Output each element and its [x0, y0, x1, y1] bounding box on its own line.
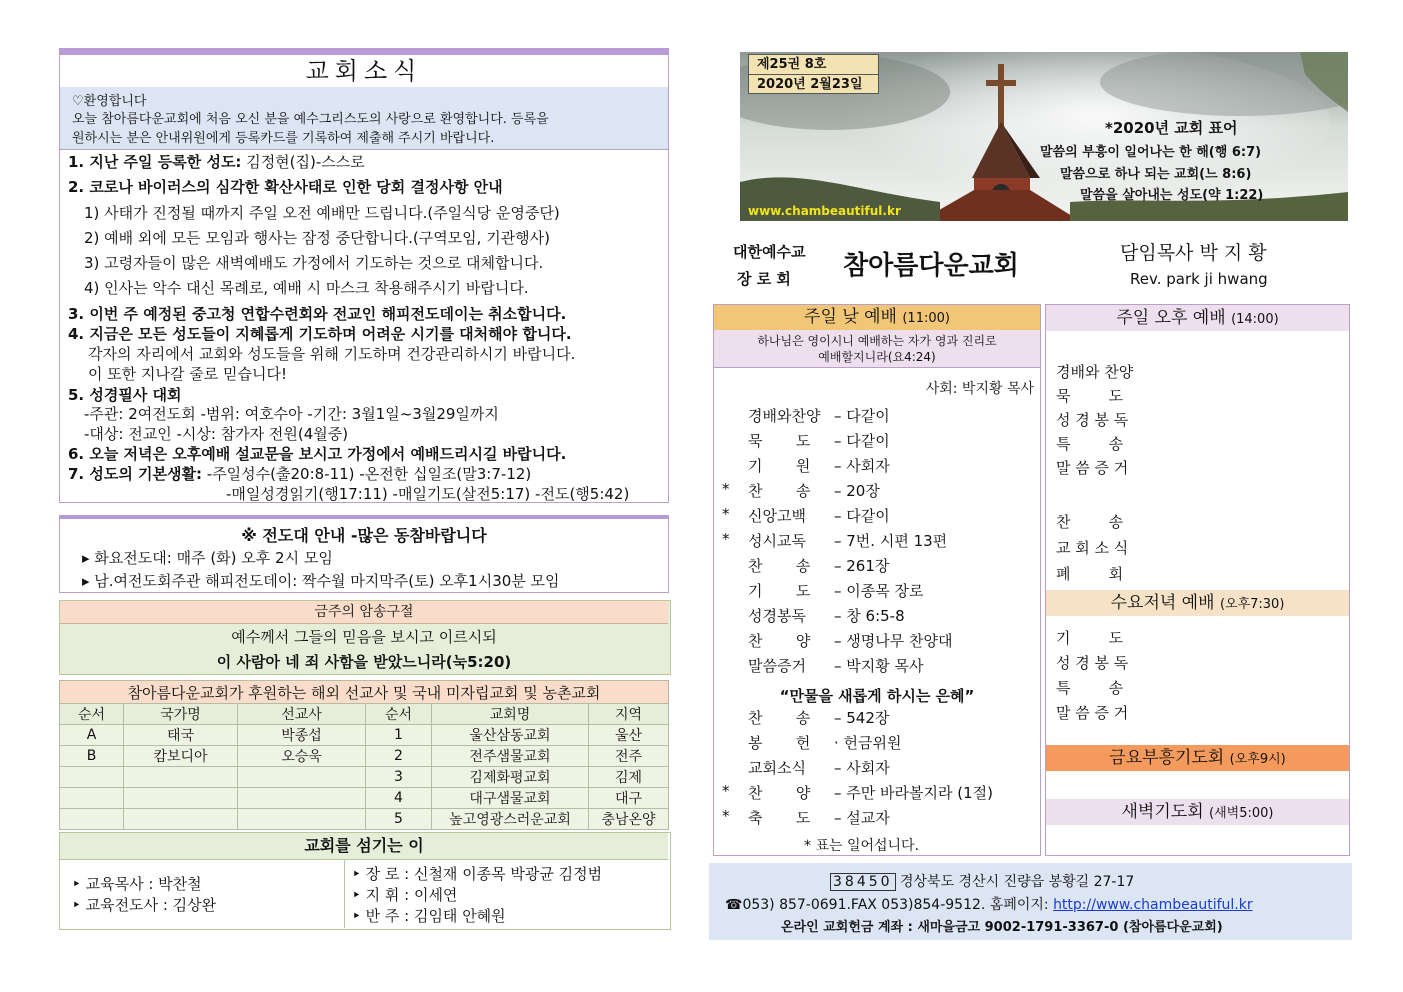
order-name: 성경봉독 — [748, 607, 806, 625]
order-value: – 박지황 목사 — [834, 657, 924, 675]
evangelism-line-1: ▸ 화요전도대: 매주 (화) 오후 2시 모임 — [82, 549, 333, 567]
table-cell: 전주 — [589, 746, 669, 767]
news-title: 교회소식 — [60, 55, 668, 88]
welcome-text-2: 원하시는 분은 안내위원에게 등록카드를 기록하여 제출해 주시기 바랍니다. — [72, 131, 495, 146]
worship-order-item: 폐 회 — [1056, 565, 1124, 583]
wednesday-worship-title: 수요저녁 예배 — [1110, 593, 1215, 613]
news-item-7 — [68, 463, 531, 484]
table-cell: 태국 — [124, 725, 238, 746]
order-name: 묵 도 — [748, 432, 811, 450]
table-cell — [60, 809, 124, 830]
table-cell: 1 — [366, 725, 432, 746]
table-cell: 김제 — [589, 767, 669, 788]
servers-box — [59, 832, 671, 930]
table-row — [60, 767, 669, 788]
order-name: 봉 헌 — [748, 734, 811, 752]
news-item-7-a: -주일성수(출20:8-11) -온전한 십일조(말3:7-12) — [202, 465, 532, 483]
table-cell: B — [60, 746, 124, 767]
order-name: 찬 송 — [748, 709, 811, 727]
servers-right-2: ‣ 지 휘 : 이세연 — [352, 886, 458, 904]
news-item-7-b: -매일성경읽기(행17:11) -매일기도(살전5:17) -전도(행5:42) — [226, 485, 630, 503]
news-item-3: 3. 이번 주 예정된 중고청 연합수련회와 전교인 해피전도데이는 취소합니다. — [68, 305, 567, 323]
order-name: 축 도 — [748, 809, 811, 827]
standing-mark: * — [722, 530, 730, 548]
table-cell: 2 — [366, 746, 432, 767]
issue-volume: 제25권 8호 — [749, 55, 878, 75]
motto-title: *2020년 교회 표어 — [1105, 119, 1238, 137]
worship-order-item: 특 송 — [1056, 435, 1124, 453]
order-value: – 다같이 — [834, 432, 890, 450]
order-name: 기 도 — [748, 582, 811, 600]
servers-left-1: ‣ 교육목사 : 박찬철 — [72, 875, 202, 893]
table-header: 교회명 — [432, 704, 589, 725]
friday-prayer-heading — [1046, 745, 1349, 771]
sunday-verse-line-2: 예배할지니라(요4:24) — [818, 350, 936, 364]
denomination-line-1: 대한예수교 — [733, 243, 806, 261]
table-row — [60, 788, 669, 809]
order-name: 찬 양 — [748, 632, 811, 650]
worship-order-item: 특 송 — [1056, 679, 1124, 697]
phone-fax: ☎053) 857-0691.FAX 053)854-9512. 홈페이지: — [725, 897, 1054, 913]
phone-line — [725, 894, 1253, 914]
news-item-1 — [68, 151, 365, 172]
order-value: – 사회자 — [834, 759, 890, 777]
order-value: – 7번. 시편 13편 — [834, 532, 948, 550]
news-item-2: 2. 코로나 바이러스의 심각한 확산사태로 인한 당회 결정사항 안내 — [68, 178, 503, 196]
homepage-link[interactable]: http://www.chambeautiful.kr — [1053, 897, 1253, 913]
news-item-2-3: 3) 고령자들이 많은 새벽예배도 가정에서 기도하는 것으로 대체합니다. — [84, 254, 544, 272]
order-name: 찬 양 — [748, 784, 811, 802]
sunday-worship-verse — [714, 330, 1040, 368]
memory-verse-line-2: 이 사람아 네 죄 사함을 받았느니라(눅5:20) — [216, 653, 512, 671]
order-name: 기 원 — [748, 457, 811, 475]
standing-mark: * — [722, 782, 730, 800]
table-header: 순서 — [60, 704, 124, 725]
worship-order-item: 찬 송 — [1056, 513, 1124, 531]
order-value: · 헌금위원 — [834, 734, 902, 752]
welcome-text-1: 오늘 참아름다운교회에 처음 오신 분을 예수그리스도의 사랑으로 환영합니다. 등록을 — [72, 112, 549, 127]
news-item-6: 6. 오늘 저녁은 오후예배 설교문을 보시고 가정에서 예배드리시길 바랍니다. — [68, 445, 567, 463]
table-cell — [124, 767, 238, 788]
table-header: 선교사 — [238, 704, 366, 725]
friday-prayer-title: 금요부흥기도회 — [1109, 748, 1225, 768]
welcome-section — [60, 87, 668, 150]
servers-right-1: ‣ 장 로 : 신철재 이종목 박광균 김정범 — [352, 865, 603, 883]
friday-prayer-time: (오후9시) — [1229, 752, 1286, 767]
servers-divider — [344, 860, 345, 928]
table-cell: 김제화평교회 — [432, 767, 589, 788]
account-line: 온라인 교회헌금 계좌 : 새마을금고 9002-1791-3367-0 (참아름다운교회) — [781, 920, 1223, 935]
sunday-worship-title: 주일 낮 예배 — [804, 307, 897, 327]
order-value: – 생명나무 찬양대 — [834, 632, 953, 650]
news-item-5: 5. 성경필사 대회 — [68, 386, 182, 404]
table-cell — [60, 788, 124, 809]
worship-order-item: 말 씀 증 거 — [1056, 704, 1129, 722]
news-item-2-1: 1) 사태가 진정될 때까지 주일 오전 예배만 드립니다.(주일식당 운영중단) — [84, 204, 560, 222]
zip-code: 38450 — [830, 873, 896, 891]
worship-order-item: 기 도 — [1056, 629, 1124, 647]
table-cell — [124, 788, 238, 809]
pastor-name-ko: 담임목사 박 지 황 — [1120, 242, 1267, 264]
order-value: – 261장 — [834, 557, 890, 575]
motto-line-1: 말씀의 부흥이 일어나는 한 해(행 6:7) — [1040, 145, 1262, 160]
news-item-4: 4. 지금은 모든 성도들이 지혜롭게 기도하며 어려운 시기를 대처해야 합니다. — [68, 325, 572, 343]
order-name: 신앙고백 — [748, 507, 806, 525]
news-item-2-4: 4) 인사는 악수 대신 목례로, 예배 시 마스크 착용해주시기 바랍니다. — [84, 279, 529, 297]
table-cell: 대구 — [589, 788, 669, 809]
sunday-worship-time: (11:00) — [902, 311, 950, 326]
worship-order-item: 경배와 찬양 — [1056, 363, 1134, 381]
address-line — [830, 871, 1134, 891]
memory-verse-line-1: 예수께서 그들의 믿음을 보시고 이르시되 — [231, 628, 497, 646]
news-item-4-a: 각자의 자리에서 교회와 성도들을 위해 기도하며 건강관리하시기 바랍니다. — [88, 345, 576, 363]
website-watermark: www.chambeautiful.kr — [748, 204, 901, 218]
servers-title: 교회를 섬기는 이 — [60, 833, 668, 860]
dawn-prayer-time: (새벽5:00) — [1209, 806, 1274, 821]
order-value: – 창 6:5-8 — [834, 607, 905, 625]
table-cell: 박종섭 — [238, 725, 366, 746]
order-value: – 다같이 — [834, 407, 890, 425]
order-name: 경배와찬양 — [748, 407, 821, 425]
servers-left-2: ‣ 교육전도사 : 김상완 — [72, 896, 217, 914]
table-cell: 4 — [366, 788, 432, 809]
table-cell: 높고영광스러운교회 — [432, 809, 589, 830]
order-value: – 이종목 장로 — [834, 582, 924, 600]
news-item-1-label: 1. 지난 주일 등록한 성도: — [68, 153, 242, 171]
order-value: – 542장 — [834, 709, 890, 727]
order-name: 찬 송 — [748, 482, 811, 500]
table-row — [60, 725, 669, 746]
sunday-leader: 사회: 박지황 목사 — [925, 381, 1034, 397]
standing-mark: * — [722, 807, 730, 825]
worship-order-item: 성 경 봉 독 — [1056, 411, 1129, 429]
issue-info-box — [748, 54, 879, 94]
missionary-table-caption: 참아름다운교회가 후원하는 해외 선교사 및 국내 미자립교회 및 농촌교회 — [60, 681, 669, 704]
table-cell — [60, 767, 124, 788]
order-name: 교회소식 — [748, 759, 806, 777]
memory-verse-heading: 금주의 암송구절 — [60, 601, 668, 624]
order-value: – 주만 바라볼지라 (1절) — [834, 784, 993, 802]
servers-right-3: ‣ 반 주 : 김임태 안혜원 — [352, 907, 506, 925]
motto-line-2: 말씀으로 하나 되는 교회(느 8:6) — [1060, 167, 1252, 182]
news-item-1-value: 김정현(집)-스스로 — [241, 153, 365, 171]
order-value: – 사회자 — [834, 457, 890, 475]
table-row — [60, 746, 669, 767]
news-item-4-b: 이 또한 지나갈 줄로 믿습니다! — [88, 365, 287, 383]
standing-mark: * — [722, 505, 730, 523]
news-item-5-b: -대상: 전교인 -시상: 참가자 전원(4월중) — [84, 425, 349, 443]
sunday-verse-line-1: 하나님은 영이시니 예배하는 자가 영과 진리로 — [757, 334, 997, 348]
table-cell: 오승욱 — [238, 746, 366, 767]
sunday-worship-box — [713, 304, 1041, 856]
news-item-7-label: 7. 성도의 기본생활: — [68, 465, 203, 483]
church-news-box — [59, 54, 669, 503]
order-name: 말씀증거 — [748, 657, 806, 675]
order-value: – 20장 — [834, 482, 880, 500]
contact-footer — [709, 863, 1352, 940]
worship-order-item: 성 경 봉 독 — [1056, 654, 1129, 672]
worship-order-item: 교 회 소 식 — [1056, 539, 1129, 557]
table-header: 순서 — [366, 704, 432, 725]
table-cell: 전주샘물교회 — [432, 746, 589, 767]
sermon-title: “만물을 새롭게 하시는 은혜” — [779, 687, 975, 705]
table-cell: 5 — [366, 809, 432, 830]
order-value: – 다같이 — [834, 507, 890, 525]
address: 경상북도 경산시 진량읍 봉황길 27-17 — [895, 874, 1135, 890]
table-cell — [238, 788, 366, 809]
table-cell — [238, 767, 366, 788]
standing-note: * 표는 일어섭니다. — [804, 838, 920, 854]
table-cell: A — [60, 725, 124, 746]
memory-verse-box — [59, 600, 671, 675]
order-name: 찬 송 — [748, 557, 811, 575]
afternoon-worship-time: (14:00) — [1231, 312, 1279, 327]
table-cell: 충남온양 — [589, 809, 669, 830]
welcome-heading: ♡환영합니다 — [72, 94, 147, 109]
worship-order-item: 묵 도 — [1056, 387, 1124, 405]
table-row — [60, 809, 669, 830]
table-cell: 3 — [366, 767, 432, 788]
afternoon-worship-heading — [1046, 305, 1349, 331]
denomination-line-2: 장 로 회 — [737, 270, 791, 288]
worship-order-item: 말 씀 증 거 — [1056, 459, 1129, 477]
evangelism-line-2: ▸ 남.여전도회주관 해피전도데이: 짝수월 마지막주(토) 오후1시30분 모임 — [82, 572, 560, 590]
table-cell: 울산삼동교회 — [432, 725, 589, 746]
evangelism-box — [59, 515, 669, 593]
wednesday-worship-time: (오후7:30) — [1219, 597, 1285, 612]
pastor-name-en: Rev. park ji hwang — [1130, 270, 1268, 288]
table-cell — [238, 809, 366, 830]
news-item-5-a: -주관: 2여전도회 -범위: 여호수아 -기간: 3월1일~3월29일까지 — [84, 405, 499, 423]
table-cell: 캄보디아 — [124, 746, 238, 767]
dawn-prayer-title: 새벽기도회 — [1121, 802, 1204, 822]
missionary-table — [59, 680, 669, 830]
dawn-prayer-heading — [1046, 799, 1349, 825]
table-cell: 울산 — [589, 725, 669, 746]
evangelism-title: ※ 전도대 안내 -많은 동참바랍니다 — [241, 526, 487, 545]
news-item-2-2: 2) 예배 외에 모든 모임과 행사는 잠정 중단합니다.(구역모임, 기관행사) — [84, 229, 551, 247]
motto-line-3: 말씀을 살아내는 성도(약 1:22) — [1080, 188, 1264, 203]
issue-date: 2020년 2월23일 — [757, 77, 863, 92]
afternoon-worship-title: 주일 오후 예배 — [1116, 308, 1226, 328]
table-header: 국가명 — [124, 704, 238, 725]
afternoon-worship-box — [1045, 304, 1350, 856]
order-name: 성시교독 — [748, 532, 806, 550]
wednesday-worship-heading — [1046, 590, 1349, 616]
standing-mark: * — [722, 480, 730, 498]
order-value: – 설교자 — [834, 809, 890, 827]
table-cell — [124, 809, 238, 830]
church-name: 참아름다운교회 — [843, 251, 1019, 281]
table-cell: 대구샘물교회 — [432, 788, 589, 809]
table-header: 지역 — [589, 704, 669, 725]
sunday-worship-heading — [714, 305, 1040, 330]
